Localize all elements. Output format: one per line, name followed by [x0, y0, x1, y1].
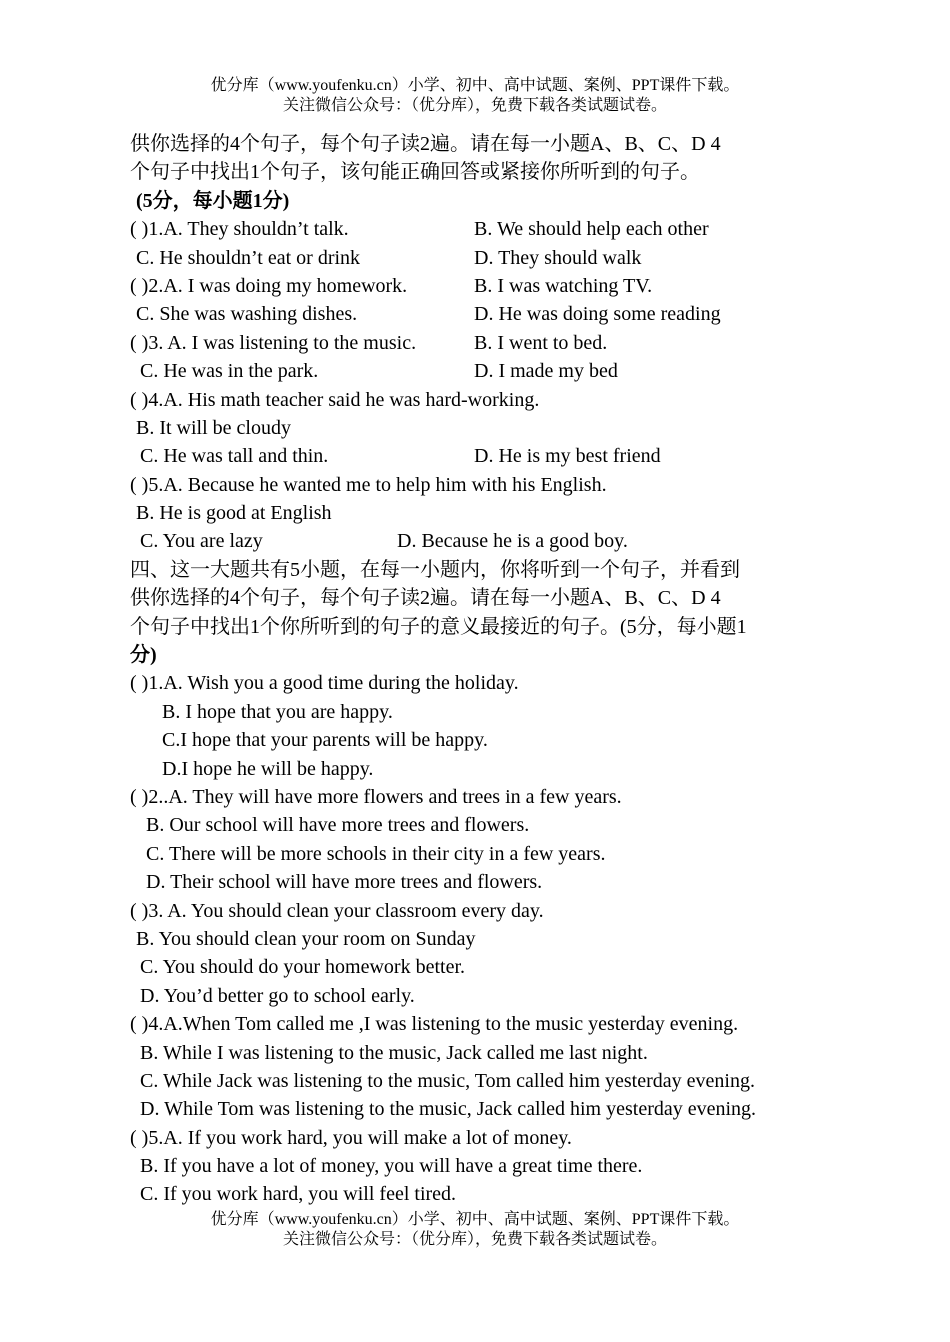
- part3-q3-option-d: D. I made my bed: [474, 360, 618, 383]
- part4-q3-option-b: B. You should clean your room on Sunday: [136, 927, 476, 950]
- part3-q5-option-a: ( )5.A. Because he wanted me to help him with his English.: [130, 473, 607, 496]
- part3-q3-row-1: [130, 329, 830, 357]
- part4-q3-option-a: ( )3. A. You should clean your classroom every day.: [130, 899, 544, 922]
- part4-q3-option-d: D. You’d better go to school early.: [140, 984, 415, 1007]
- part4-q5-option-a: ( )5.A. If you work hard, you will make a lot of money.: [130, 1126, 572, 1149]
- part3-q5-option-b: B. He is good at English: [136, 502, 332, 525]
- part4-q4-option-d: D. While Tom was listening to the music, Jack called him yesterday evening.: [140, 1098, 757, 1121]
- part3-q3-row-2: [130, 357, 830, 385]
- part3-q5-option-d: D. Because he is a good boy.: [397, 530, 628, 553]
- part4-q4-option-c: C. While Jack was listening to the music, Tom called him yesterday evening.: [140, 1069, 755, 1092]
- part4-intro-line-1: 四、这一大题共有5小题，在每一小题内，你将听到一个句子，并看到: [130, 558, 740, 581]
- part4-q3-option-c: C. You should do your homework better.: [140, 956, 465, 979]
- part3-q3-option-a: ( )3. A. I was listening to the music.: [130, 331, 417, 354]
- part3-intro-line-1: 供你选择的4个句子，每个句子读2遍。请在每一小题A、B、C、D 4: [130, 133, 721, 155]
- part3-q2-row-1: [130, 272, 830, 300]
- part3-q1-row-2: [130, 244, 830, 272]
- part3-q1-option-b: B. We should help each other: [474, 218, 709, 241]
- part4-intro-line-4: 分): [130, 644, 157, 667]
- part4-q1-option-a: ( )1.A. Wish you a good time during the holiday.: [130, 672, 519, 695]
- page-footer: [0, 1210, 950, 1250]
- part4-q4-option-a: ( )4.A.When Tom called me ,I was listening to the music yesterday evening.: [130, 1013, 739, 1036]
- part4-intro-line-3: 个句子中找出1个你所听到的句子的意义最接近的句子。(5分，每小题1: [130, 615, 747, 638]
- part3-q2-option-c: C. She was washing dishes.: [136, 303, 358, 326]
- part3-intro-line-2: 个句子中找出1个句子，该句能正确回答或紧接你所听到的句子。: [130, 161, 700, 184]
- part4-q5-option-c: C. If you work hard, you will feel tired.: [140, 1183, 457, 1206]
- part3-q2-option-d: D. He was doing some reading: [474, 303, 721, 326]
- part4-q1-option-d: D.I hope he will be happy.: [162, 757, 374, 780]
- part4-q2-option-b: B. Our school will have more trees and flowers.: [146, 814, 530, 837]
- part3-q5-option-c: C. You are lazy: [140, 530, 263, 553]
- header-line-1: 优分库（www.youfenku.cn）小学、初中、高中试题、案例、PPT课件下载。: [210, 77, 740, 94]
- part3-q4-option-b: B. It will be cloudy: [136, 416, 291, 439]
- part3-q4-row-3: [130, 442, 830, 470]
- part3-q5-row-3: [130, 527, 830, 555]
- part3-q4-option-a: ( )4.A. His math teacher said he was hard-working.: [130, 388, 540, 411]
- part3-q4-option-c: C. He was tall and thin.: [140, 445, 329, 468]
- part3-q3-option-c: C. He was in the park.: [140, 360, 319, 383]
- part4-q5-option-b: B. If you have a lot of money, you will have a great time there.: [140, 1155, 643, 1178]
- part3-intro-line-3: (5分，每小题1分): [136, 189, 290, 212]
- part4-q2-option-c: C. There will be more schools in their city in a few years.: [146, 842, 606, 865]
- part4-q4-option-b: B. While I was listening to the music, Jack called me last night.: [140, 1041, 648, 1064]
- part4-q1-option-b: B. I hope that you are happy.: [162, 700, 393, 723]
- part3-q1-option-c: C. He shouldn’t eat or drink: [136, 246, 361, 269]
- part3-q2-option-b: B. I was watching TV.: [474, 274, 653, 297]
- part3-q1-option-d: D. They should walk: [474, 246, 642, 269]
- exam-content: [130, 130, 830, 1209]
- part3-q2-row-2: [130, 300, 830, 328]
- header-line-2: 关注微信公众号：（优分库），免费下载各类试题试卷。: [282, 97, 667, 114]
- part3-q1-option-a: ( )1.A. They shouldn’t talk.: [130, 218, 349, 241]
- part3-q1-row-1: [130, 215, 830, 243]
- part4-q1-option-c: C.I hope that your parents will be happy.: [162, 729, 488, 752]
- part3-q3-option-b: B. I went to bed.: [474, 331, 608, 354]
- part4-intro-line-2: 供你选择的4个句子，每个句子读2遍。请在每一小题A、B、C、D 4: [130, 587, 721, 610]
- part4-q2-option-d: D. Their school will have more trees and flowers.: [146, 871, 543, 894]
- page-header: [0, 76, 950, 116]
- part3-q2-option-a: ( )2.A. I was doing my homework.: [130, 274, 408, 297]
- part3-q4-option-d: D. He is my best friend: [474, 445, 661, 468]
- part4-q2-option-a: ( )2..A. They will have more flowers and trees in a few years.: [130, 785, 622, 808]
- footer-line-2: 关注微信公众号：（优分库），免费下载各类试题试卷。: [282, 1231, 667, 1248]
- footer-line-1: 优分库（www.youfenku.cn）小学、初中、高中试题、案例、PPT课件下载。: [210, 1211, 740, 1228]
